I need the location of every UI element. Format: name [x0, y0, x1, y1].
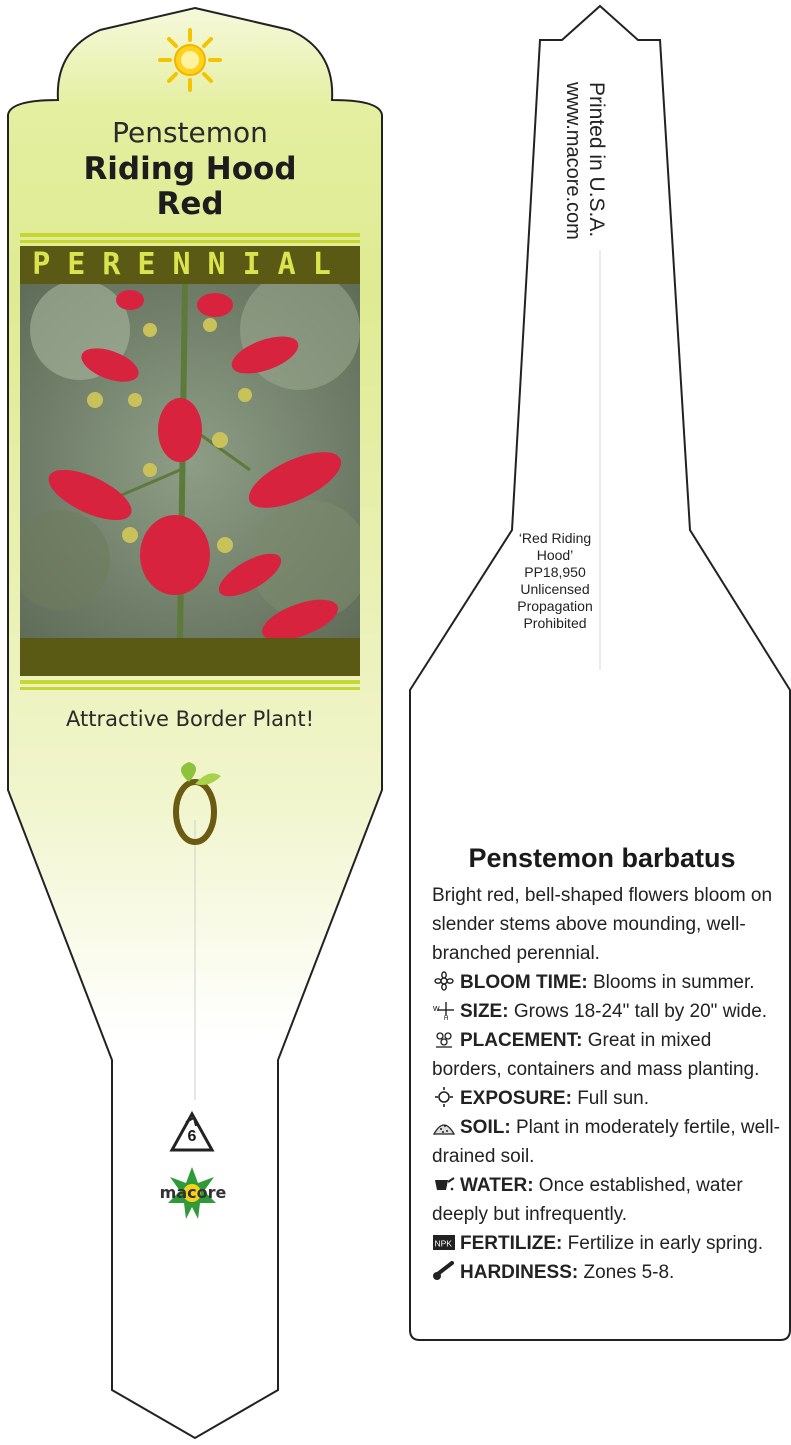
watering-can-icon	[432, 1174, 456, 1194]
care-item-fertilize	[432, 1229, 782, 1258]
flower-photo	[10, 270, 370, 649]
care-item-exposure	[432, 1084, 782, 1113]
website-url: www.macore.com	[562, 82, 584, 240]
care-item-hardiness	[432, 1258, 782, 1287]
care-item-water	[432, 1171, 782, 1229]
printed-in: Printed in U.S.A.	[585, 82, 608, 238]
care-text: Great in mixed borders, containers and mass planting.	[432, 1030, 760, 1080]
care-item-size	[432, 997, 782, 1026]
registration-line: PP18,950	[524, 564, 586, 580]
species-name: Penstemon barbatus	[468, 843, 736, 873]
care-label: WATER:	[460, 1175, 534, 1196]
size-icon	[432, 1000, 456, 1020]
registration-line: Unlicensed Propagation	[517, 581, 593, 614]
care-text: Fertilize in early spring.	[562, 1233, 764, 1254]
care-item-bloom	[432, 968, 782, 997]
thermometer-icon	[432, 1261, 456, 1281]
plant-genus: Penstemon	[112, 116, 268, 149]
care-item-placement	[432, 1026, 782, 1084]
registration-notice	[510, 530, 600, 632]
care-label: PLACEMENT:	[460, 1030, 583, 1051]
brand-name: macore	[159, 1183, 227, 1202]
photo-bottom-band	[20, 638, 360, 676]
care-label: FERTILIZE:	[460, 1233, 563, 1254]
care-label: BLOOM TIME:	[460, 972, 588, 993]
npk-icon	[432, 1232, 456, 1252]
care-text: Once established, water deeply but infrequently.	[432, 1175, 743, 1225]
description: Bright red, bell-shaped flowers bloom on slender stems above mounding, well-branched perennial.	[432, 885, 773, 964]
plant-cultivar-line1: Riding Hood	[83, 151, 297, 187]
care-text: Blooms in summer.	[587, 972, 755, 993]
sun-logo-icon	[160, 30, 220, 90]
svg-text:W: W	[433, 1006, 440, 1013]
plant-cultivar-line2: Red	[156, 186, 224, 222]
svg-text:NPK: NPK	[434, 1238, 452, 1249]
care-label: SOIL:	[460, 1117, 511, 1138]
tagline: Attractive Border Plant!	[65, 707, 314, 731]
flower-icon	[432, 971, 456, 991]
care-label: SIZE:	[460, 1001, 509, 1022]
care-text: Grows 18-24" tall by 20" wide.	[508, 1001, 768, 1022]
category-label: PERENNIAL	[32, 247, 348, 282]
registration-line: Prohibited	[523, 615, 587, 631]
care-instructions	[432, 881, 782, 1287]
care-text: Plant in moderately fertile, well-drained soil.	[432, 1117, 780, 1167]
registration-line: ‘Red Riding Hood’	[518, 530, 592, 563]
recycle-number: 6	[187, 1128, 197, 1145]
care-text: Zones 5-8.	[578, 1262, 675, 1283]
placement-icon	[432, 1029, 456, 1049]
care-label: HARDINESS:	[460, 1262, 579, 1283]
svg-text:H: H	[444, 1016, 449, 1020]
care-text: Full sun.	[571, 1088, 650, 1109]
sun-icon	[432, 1087, 456, 1107]
soil-icon	[432, 1116, 456, 1136]
care-item-soil	[432, 1113, 782, 1171]
care-label: EXPOSURE:	[460, 1088, 572, 1109]
